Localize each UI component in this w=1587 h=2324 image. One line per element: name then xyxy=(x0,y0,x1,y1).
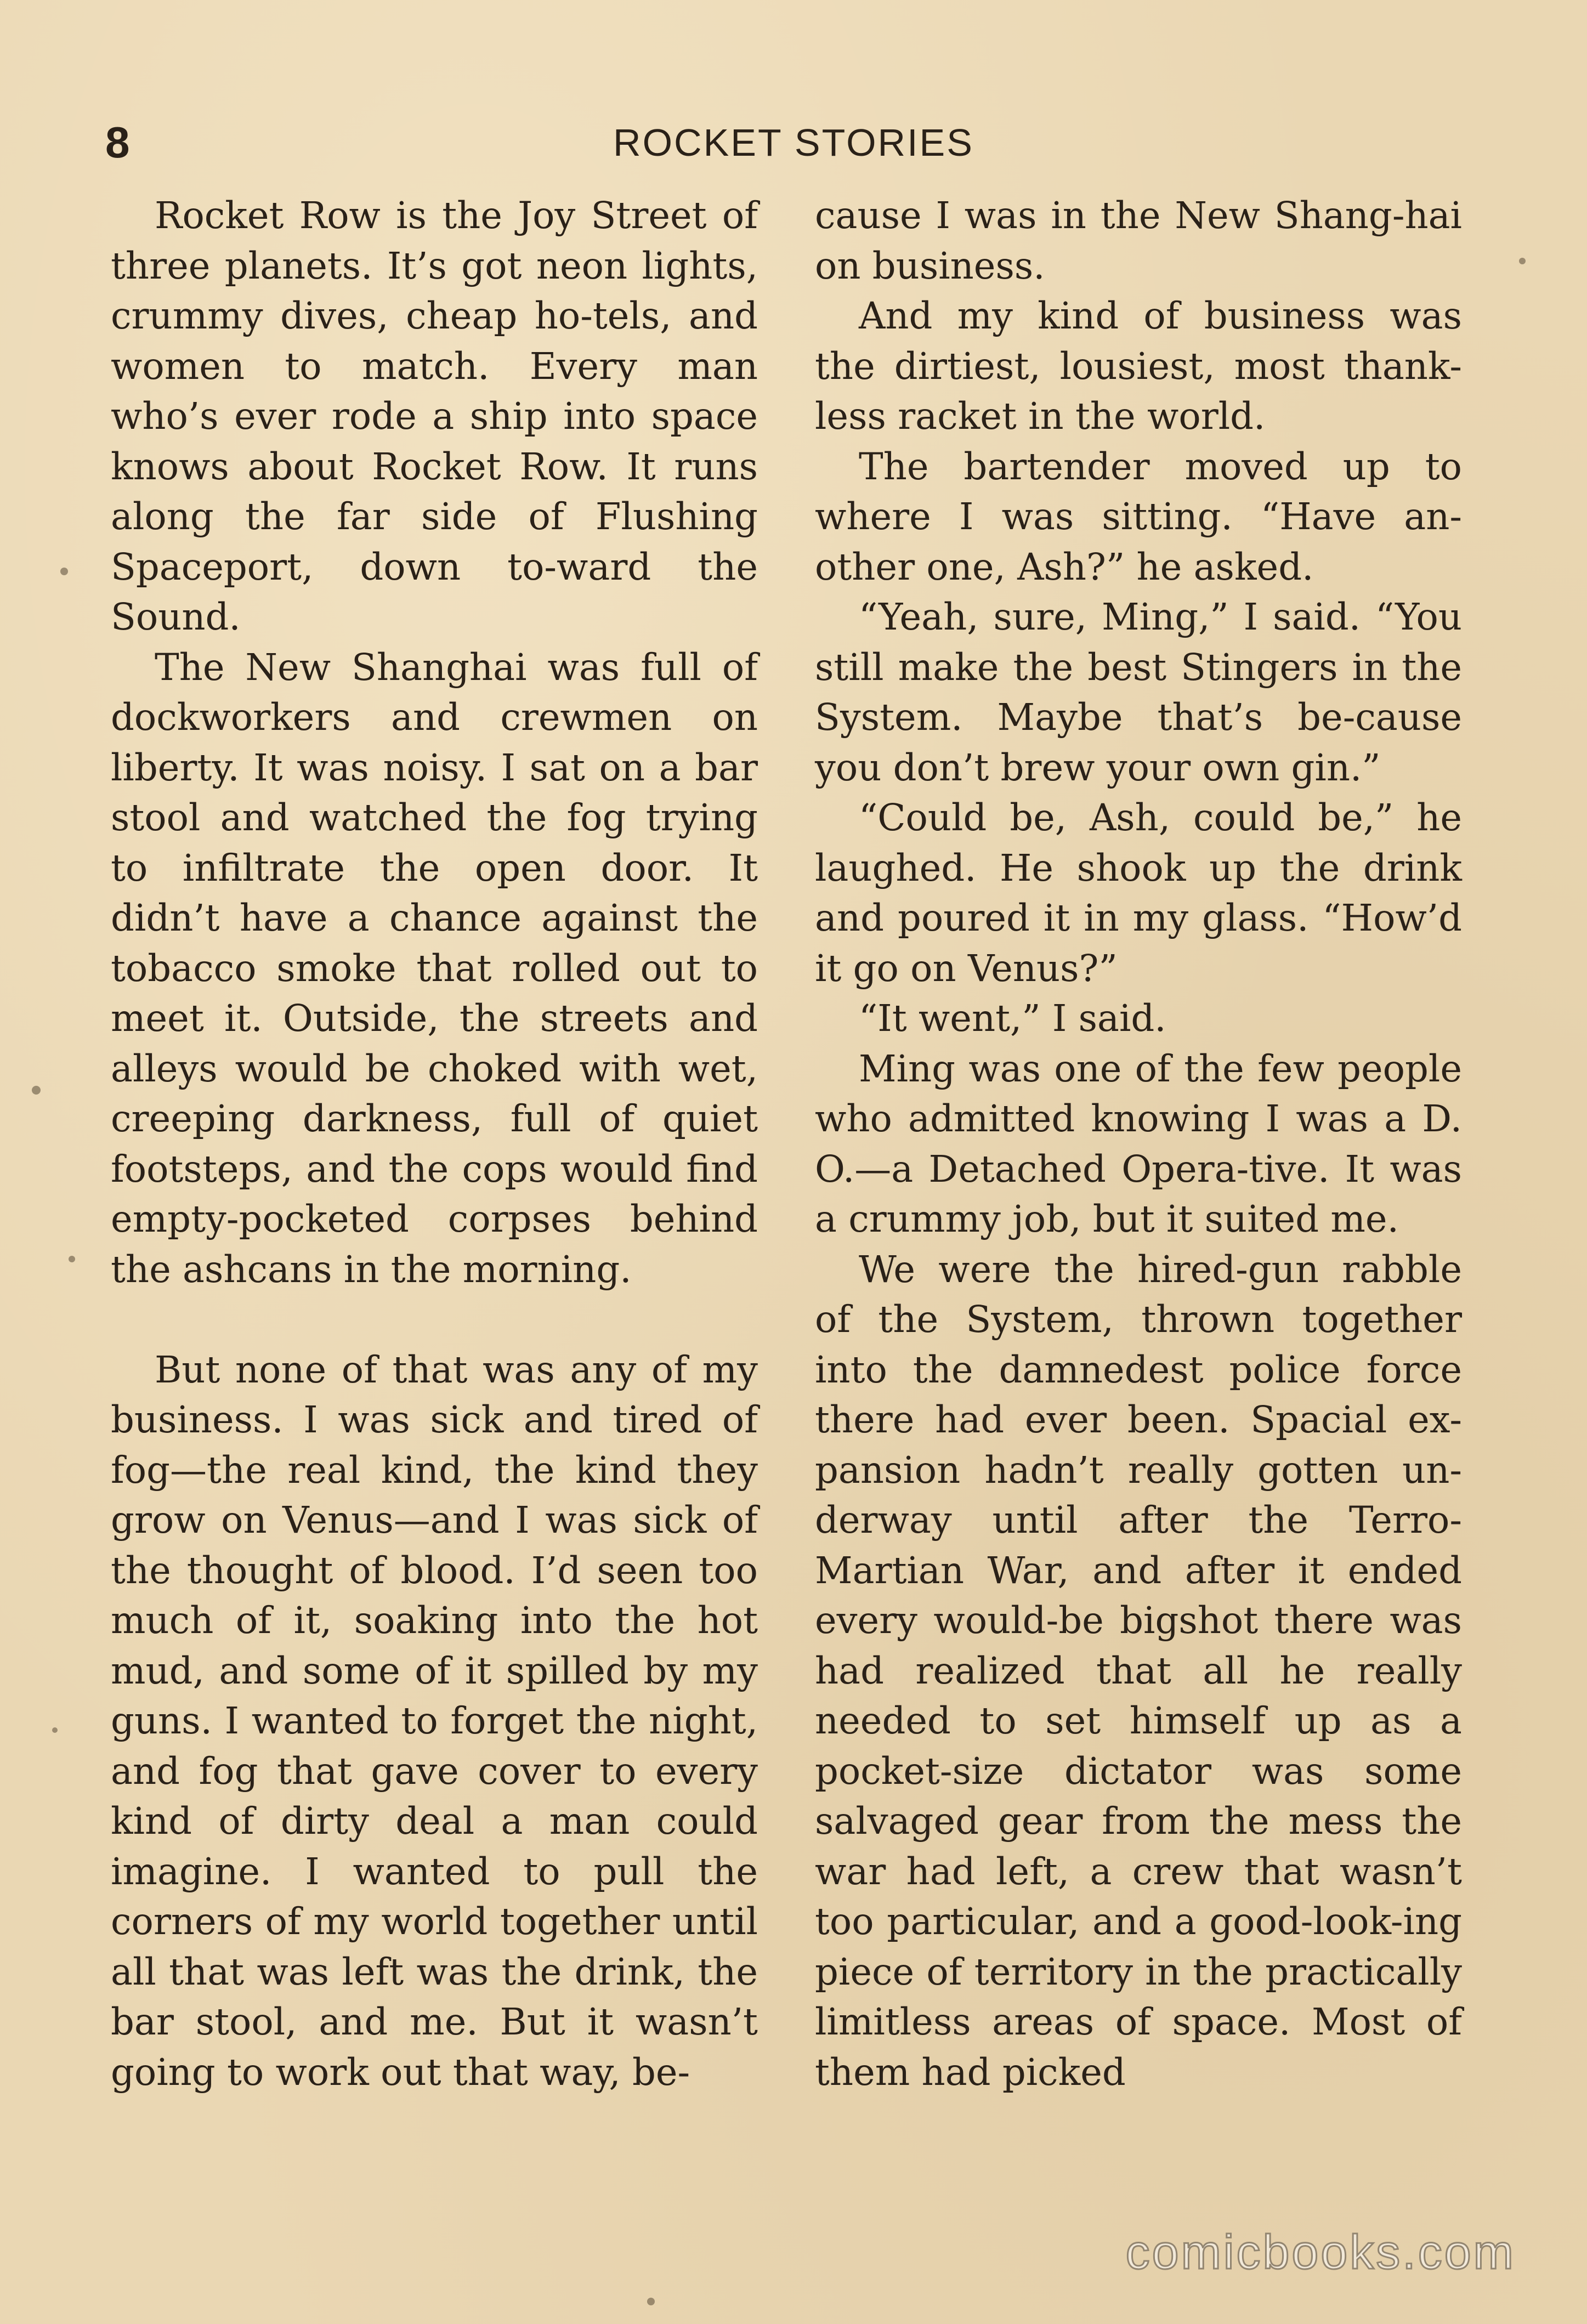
paragraph: But none of that was any of my business. I was sick and tired of fog—the real kind, the kind they grow on Venus—and I was sick of the thought of blood. I’d seen too much of it, soaking into the hot mud, and some of it spilled by my guns. I wanted to forget the night, and fog that gave cover to every kind of dirty deal a man could imagine. I wanted to pull the corners of my world together until all that was left was the drink, the bar stool, and me. But it wasn’t going to work out that way, be- xyxy=(111,1348,758,2094)
paragraph: The New Shanghai was full of dockworkers and crewmen on liberty. It was noisy. I sat on a bar stool and watched the fog trying to infiltrate the open door. It didn’t have a chance against the tobacco smoke that rolled out to meet it. Outside, the streets and alleys would be choked with wet, creeping darkness, full of quiet footsteps, and the cops would find empty-pocketed corpses behind the ashcans in the morning. xyxy=(111,645,758,1291)
right-column xyxy=(815,191,1462,2098)
paper-speck xyxy=(32,1086,41,1095)
paragraph: And my kind of business was the dirtiest, lousiest, most thank-less racket in the world. xyxy=(815,294,1462,438)
paragraph: Rocket Row is the Joy Street of three planets. It’s got neon lights, crummy dives, cheap ho-tels, and women to match. Every man who’s ever rode a ship into space knows about Rocket Row. It runs along the far side of Flushing Spaceport, down to-ward the Sound. xyxy=(111,194,758,638)
paragraph-continued: cause I was in the New Shang-hai on business. xyxy=(815,194,1462,287)
page-number: 8 xyxy=(105,118,130,167)
paragraph: “Yeah, sure, Ming,” I said. “You still make the best Stingers in the System. Maybe that’s be-cause you don’t brew your own gin.” xyxy=(815,596,1462,789)
watermark: comicbooks.com xyxy=(1125,2225,1516,2279)
running-title: ROCKET STORIES xyxy=(613,121,974,164)
paragraph: Ming was one of the few people who admitted knowing I was a D. O.—a Detached Opera-tive. It was a crummy job, but it suited me. xyxy=(815,1047,1462,1240)
page-header xyxy=(0,118,1587,167)
paper-speck xyxy=(1519,258,1526,264)
paper-speck xyxy=(69,1256,75,1262)
paragraph: We were the hired-gun rabble of the System, thrown together into the damnedest police force there had ever been. Spacial ex-pansion hadn’t really gotten un-derway until after the Terro-Martian War, and after it ended every would-be bigshot there was had realized that all he really needed to set himself up as a pocket-size dictator was some salvaged gear from the mess the war had left, a crew that wasn’t too particular, and a good-look-ing piece of territory in the practically limitless areas of space. Most of them had picked xyxy=(815,1248,1462,2094)
paragraph: “Could be, Ash, could be,” he laughed. He shook up the drink and poured it in my glass. “How’d it go on Venus?” xyxy=(815,796,1462,990)
paragraph: “It went,” I said. xyxy=(859,997,1166,1040)
paper-speck xyxy=(647,2298,655,2305)
left-column xyxy=(111,191,758,2098)
paper-speck xyxy=(60,568,68,575)
paragraph: The bartender moved up to where I was sitting. “Have an-other one, Ash?” he asked. xyxy=(815,445,1462,588)
paper-speck xyxy=(52,1727,58,1733)
